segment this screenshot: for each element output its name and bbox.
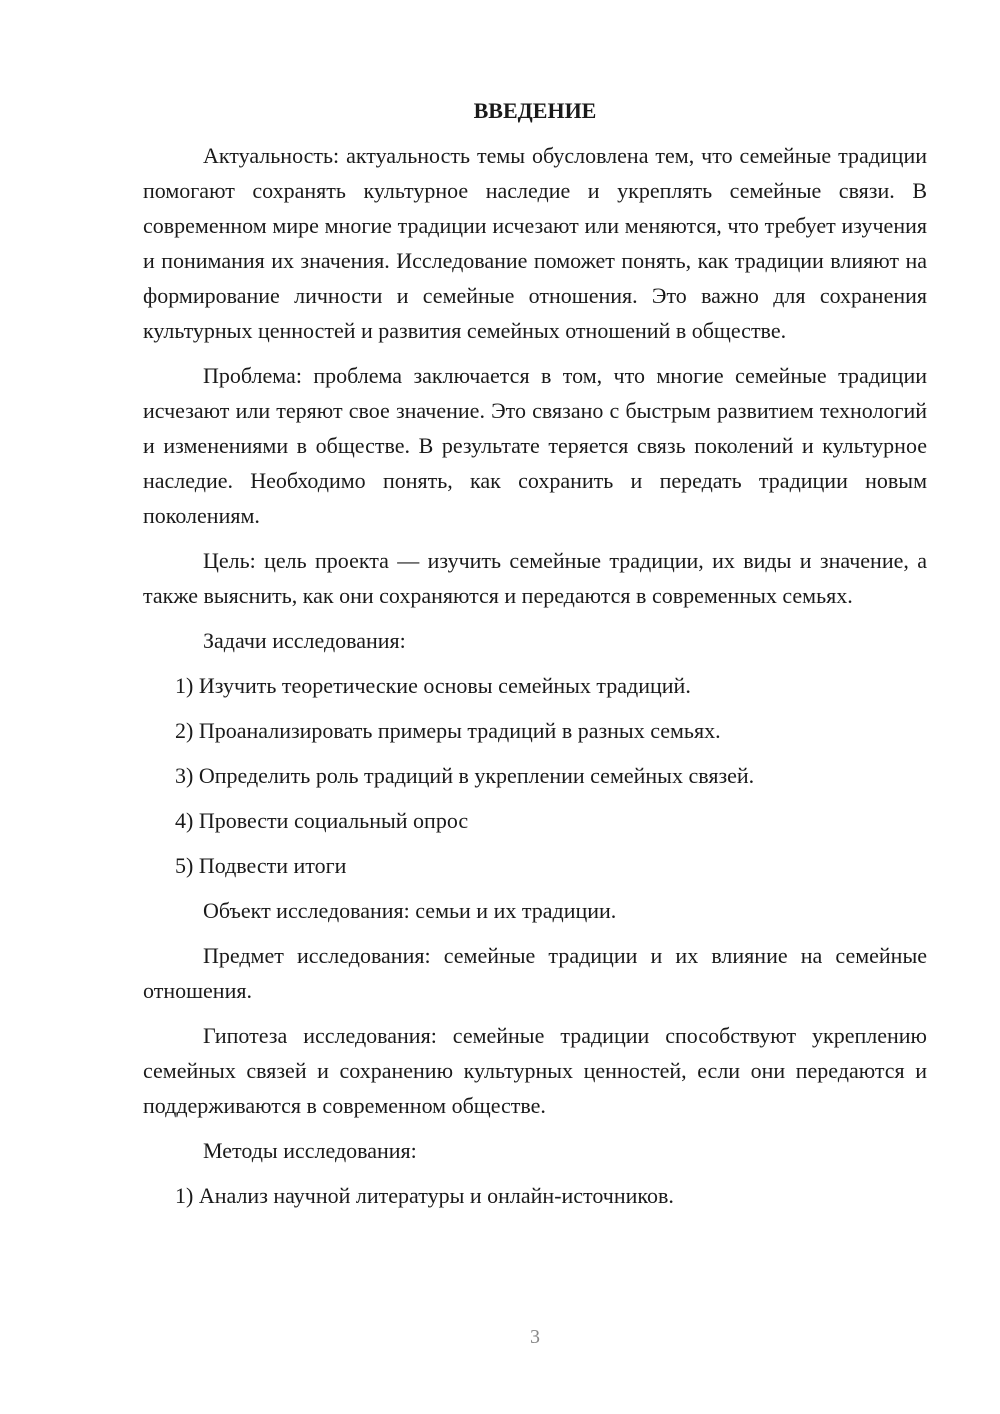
subject-paragraph: Предмет исследования: семейные традиции и их влияние на семейные отношения. [143, 943, 927, 1003]
page-number: 3 [530, 1326, 540, 1348]
task-item: 3) Определить роль традиций в укреплении семейных связей. [175, 763, 755, 788]
task-item: 5) Подвести итоги [175, 853, 347, 878]
problem-paragraph: Проблема: проблема заключается в том, что многие семейные традиции исчезают или теряют свое значение. Это связано с быстрым развитием технологий и изменениями в обществе. В результате теряется связь поколений и культурное наследие. Необходимо понять, как сохранить и передать традиции новым поколениям. [143, 363, 927, 528]
task-item: 2) Проанализировать примеры традиций в разных семьях. [175, 718, 721, 743]
methods-list [143, 1178, 927, 1213]
task-item: 4) Провести социальный опрос [175, 808, 469, 833]
relevance-paragraph: Актуальность: актуальность темы обусловлена тем, что семейные традиции помогают сохранять культурное наследие и укреплять семейные связи. В современном мире многие традиции исчезают или меняются, что требует изучения и понимания их значения. Исследование поможет понять, как традиции влияют на формирование личности и семейные отношения. Это важно для сохранения культурных ценностей и развития семейных отношений в обществе. [143, 143, 927, 343]
page-title: ВВЕДЕНИЕ [473, 98, 597, 123]
hypothesis-paragraph: Гипотеза исследования: семейные традиции способствуют укреплению семейных связей и сохранению культурных ценностей, если они передаются и поддерживаются в современном обществе. [143, 1023, 927, 1118]
method-item: 1) Анализ научной литературы и онлайн-источников. [175, 1183, 674, 1208]
goal-paragraph: Цель: цель проекта — изучить семейные традиции, их виды и значение, а также выяснить, как они сохраняются и передаются в современных семьях. [143, 548, 927, 608]
page-content [143, 96, 927, 1223]
tasks-list [143, 668, 927, 883]
task-item: 1) Изучить теоретические основы семейных традиций. [175, 673, 691, 698]
object-paragraph: Объект исследования: семьи и их традиции. [203, 898, 617, 923]
methods-heading: Методы исследования: [203, 1138, 417, 1163]
tasks-heading: Задачи исследования: [203, 628, 406, 653]
